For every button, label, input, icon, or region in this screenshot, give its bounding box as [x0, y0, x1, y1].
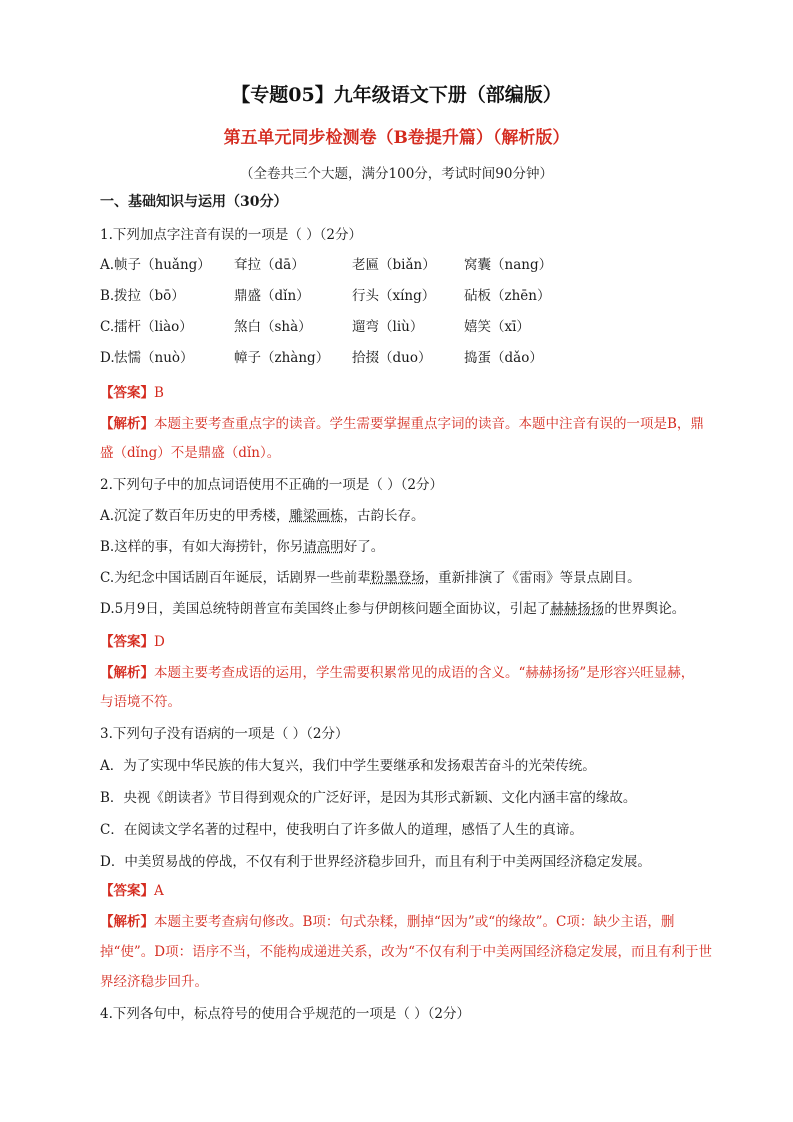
document-title: 【专题05】九年级语文下册（部编版）	[231, 84, 562, 106]
analysis-line	[100, 664, 694, 682]
option-item: 捣蛋（dǎo）	[464, 350, 543, 366]
analysis-text: 与语境不符。	[100, 694, 181, 710]
option-c: C．在阅读文学名著的过程中，使我明白了许多做人的道理，感悟了人生的真谛。	[100, 822, 583, 838]
answer-tag: 【答案】	[100, 385, 154, 401]
option-label: D.	[100, 350, 115, 366]
option-a	[100, 507, 425, 525]
answer-value: A	[154, 883, 164, 899]
option-label: A.	[100, 257, 115, 273]
option-text: D.5月9日，美国总统特朗普宣布美国终止参与伊朗核问题全面协议，引起了	[100, 601, 551, 617]
dotted-term: 雕梁画栋	[289, 508, 344, 524]
exam-instructions: （全卷共三个大题，满分100分，考试时间90分钟）	[240, 166, 553, 182]
option-item: 帧子（huǎng）	[114, 257, 211, 273]
analysis-text: 本题主要考查病句修改。B项：句式杂糅，删掉“因为”或“的缘故”。C项：缺少主语，删	[154, 914, 675, 930]
document-subtitle: 第五单元同步检测卷（B卷提升篇）（解析版）	[223, 128, 570, 148]
answer-line	[100, 633, 165, 651]
option-c	[100, 569, 641, 587]
analysis-text: 本题主要考查成语的运用，学生需要积累常见的成语的含义。“赫赫扬扬”是形容兴旺显赫，	[154, 665, 695, 681]
option-text: ，古韵长存。	[343, 508, 425, 524]
option-item: 幛子（zhàng）	[234, 350, 330, 366]
option-text: B.这样的事，有如大海捞针，你另	[100, 539, 304, 555]
question-1-stem: 1.下列加点字注音有误的一项是（ ）（2分）	[100, 227, 363, 243]
option-item: 嬉笑（xī）	[464, 319, 530, 335]
analysis-tag: 【解析】	[100, 665, 154, 681]
option-item: 窝囊（nang）	[464, 257, 553, 273]
option-d	[100, 600, 685, 618]
answer-value: B	[154, 385, 164, 401]
option-item: 老匾（biǎn）	[352, 257, 436, 273]
option-text: A.沉淀了数百年历史的甲秀楼，	[100, 508, 290, 524]
answer-tag: 【答案】	[100, 883, 154, 899]
dotted-term: 赫赫扬扬	[550, 601, 605, 617]
analysis-tag: 【解析】	[100, 914, 154, 930]
option-item: 遛弯（liù）	[352, 319, 424, 335]
option-text: 的世界舆论。	[604, 601, 686, 617]
analysis-text: 本题主要考查重点字的读音。学生需要掌握重点字词的读音。本题中注音有误的一项是B，鼎	[154, 416, 704, 432]
question-4-stem: 4.下列各句中，标点符号的使用合乎规范的一项是（ ）（2分）	[100, 1006, 471, 1022]
analysis-line	[100, 913, 674, 931]
option-text: C.为纪念中国话剧百年诞辰，话剧界一些前辈	[100, 570, 371, 586]
option-a: A．为了实现中华民族的伟大复兴，我们中学生要继承和发扬艰苦奋斗的光荣传统。	[100, 758, 596, 774]
option-d: D．中美贸易战的停战，不仅有利于世界经济稳步回升，而且有利于中美两国经济稳定发展。	[100, 854, 651, 870]
option-item: 擂杆（liào）	[114, 319, 193, 335]
dotted-term: 请高明	[303, 539, 344, 555]
answer-line	[100, 384, 164, 402]
option-item: 行头（xíng）	[352, 288, 436, 304]
analysis-tag: 【解析】	[100, 416, 154, 432]
dotted-term: 粉墨登场	[370, 570, 425, 586]
option-label: B.	[100, 288, 115, 304]
answer-line	[100, 882, 164, 900]
analysis-text: 盛（dǐng）不是鼎盛（dǐn）。	[100, 445, 281, 461]
option-b	[100, 538, 384, 556]
option-item: 砧板（zhēn）	[464, 288, 551, 304]
section-heading: 一、基础知识与运用（30分）	[100, 194, 288, 210]
question-3-stem: 3.下列句子没有语病的一项是（ ）（2分）	[100, 726, 349, 742]
answer-value: D	[154, 634, 165, 650]
option-item: 拾掇（duo）	[352, 350, 432, 366]
option-item: 鼎盛（dǐn）	[234, 288, 310, 304]
analysis-text: 掉“使”。D项：语序不当，不能构成递进关系，改为“不仅有利于中美两国经济稳定发展，而且有利于世	[100, 944, 713, 960]
question-2-stem: 2.下列句子中的加点词语使用不正确的一项是（ ）（2分）	[100, 477, 444, 493]
option-item: 拨拉（bō）	[114, 288, 185, 304]
option-b: B．央视《朗读者》节目得到观众的广泛好评，是因为其形式新颖、文化内涵丰富的缘故。	[100, 790, 637, 806]
option-item: 怯懦（nuò）	[114, 350, 194, 366]
answer-tag: 【答案】	[100, 634, 154, 650]
option-item: 耷拉（dā）	[234, 257, 305, 273]
option-text: 好了。	[343, 539, 385, 555]
option-item: 煞白（shà）	[234, 319, 312, 335]
option-text: ，重新排演了《雷雨》等景点剧目。	[424, 570, 641, 586]
analysis-text: 界经济稳步回升。	[100, 974, 208, 990]
option-label: C.	[100, 319, 115, 335]
analysis-line	[100, 415, 704, 433]
